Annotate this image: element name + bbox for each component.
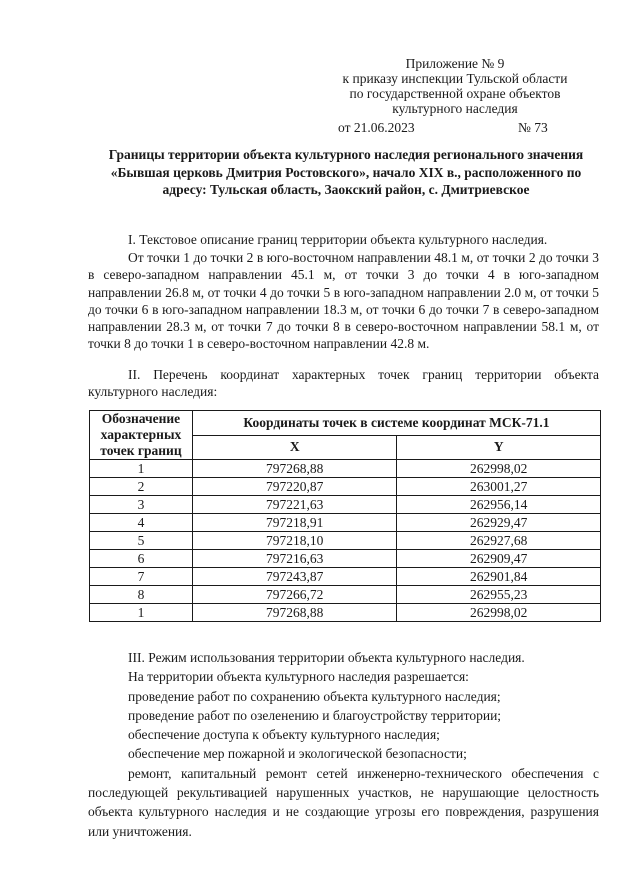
section-3 <box>88 648 599 841</box>
point-number-cell: 1 <box>90 604 193 622</box>
section-2-heading: II. Перечень координат характерных точек границ территории объекта культурного наследия: <box>88 367 599 400</box>
section-1-text: От точки 1 до точки 2 в юго-восточном направлении 48.1 м, от точки 2 до точки 3 в северо-западном направлении 45.1 м, от точки 3 до точки 4 в юго-западном направлении 26.8 м, от точки 4 до точки 5 в юго-западном направлении 2.0 м, от точки 5 до точки 6 в юго-западном направлении 18.3 м, от точки 6 до точки 7 в северо-западном направлении 28.3 м, от точки 7 до точки 8 в северо-восточном направлении 58.1 м, от точки 8 до точки 1 в северо-восточном направлении 42.8 м. <box>88 250 599 352</box>
point-number-cell: 2 <box>90 478 193 496</box>
y-coordinate-cell: 262929,47 <box>397 514 601 532</box>
y-coordinate-cell: 262901,84 <box>397 568 601 586</box>
table-row <box>90 550 601 568</box>
point-number-cell: 6 <box>90 550 193 568</box>
allowed-intro: На территории объекта культурного наследия разрешается: <box>128 669 469 685</box>
y-coordinate-cell: 263001,27 <box>397 478 601 496</box>
coordinates-rows <box>90 460 601 622</box>
point-number-cell: 3 <box>90 496 193 514</box>
y-coordinate-cell: 262955,23 <box>397 586 601 604</box>
section-3-heading: III. Режим использования территории объекта культурного наследия. <box>128 650 525 665</box>
order-reference: к приказу инспекции Тульской области <box>342 71 568 86</box>
order-date: от 21.06.2023 <box>338 120 415 135</box>
order-reference-end: культурного наследия <box>392 101 518 116</box>
x-coordinate-cell: 797218,10 <box>192 532 397 550</box>
document-title: Границы территории объекта культурного наследия регионального значения «Бывшая церковь Дмитрия Ростовского», начало XIX в., расположенного по адресу: Тульская область, Заокский район, с. Дмитриевское <box>108 147 584 197</box>
point-number-cell: 4 <box>90 514 193 532</box>
order-number: № 73 <box>518 120 548 135</box>
allowed-item: проведение работ по сохранению объекта культурного наследия; <box>128 688 501 704</box>
allowed-item: обеспечение доступа к объекту культурного наследия; <box>128 727 440 743</box>
table-row <box>90 532 601 550</box>
y-coordinate-cell: 262927,68 <box>397 532 601 550</box>
point-number-cell: 1 <box>90 460 193 478</box>
point-number-cell: 7 <box>90 568 193 586</box>
table-row <box>90 460 601 478</box>
table-row <box>90 604 601 622</box>
table-row <box>90 568 601 586</box>
points-column-header: Обозначение характерных точек границ <box>90 411 193 460</box>
table-row <box>90 586 601 604</box>
y-coordinate-cell: 262956,14 <box>397 496 601 514</box>
x-coordinate-cell: 797220,87 <box>192 478 397 496</box>
allowed-item-repair: ремонт, капитальный ремонт сетей инженерно-технического обеспечения с последующей рекультивацией нарушенных участков, не нарушающие целостность объекта культурного наследия и не создающие угрозы его повреждения, разрушения или уничтожения. <box>88 765 599 839</box>
table-row <box>90 478 601 496</box>
x-column-header: X <box>192 435 397 460</box>
x-coordinate-cell: 797268,88 <box>192 604 397 622</box>
x-coordinate-cell: 797216,63 <box>192 550 397 568</box>
order-dateline <box>338 120 548 136</box>
table-row <box>90 514 601 532</box>
table-row <box>90 496 601 514</box>
appendix-header <box>300 56 610 116</box>
order-reference-cont: по государственной охране объектов <box>349 86 561 101</box>
y-column-header: Y <box>397 435 601 460</box>
section-1-heading: I. Текстовое описание границ территории объекта культурного наследия. <box>128 232 548 247</box>
point-number-cell: 8 <box>90 586 193 604</box>
appendix-number: Приложение № 9 <box>405 56 505 71</box>
coordinates-group-header: Координаты точек в системе координат МСК-71.1 <box>192 411 600 436</box>
coordinates-table <box>89 410 601 622</box>
y-coordinate-cell: 262998,02 <box>397 460 601 478</box>
x-coordinate-cell: 797266,72 <box>192 586 397 604</box>
x-coordinate-cell: 797221,63 <box>192 496 397 514</box>
x-coordinate-cell: 797243,87 <box>192 568 397 586</box>
x-coordinate-cell: 797268,88 <box>192 460 397 478</box>
y-coordinate-cell: 262998,02 <box>397 604 601 622</box>
allowed-item: проведение работ по озеленению и благоустройству территории; <box>128 707 502 723</box>
point-number-cell: 5 <box>90 532 193 550</box>
allowed-item: обеспечение мер пожарной и экологической безопасности; <box>128 746 467 762</box>
x-coordinate-cell: 797218,91 <box>192 514 397 532</box>
y-coordinate-cell: 262909,47 <box>397 550 601 568</box>
